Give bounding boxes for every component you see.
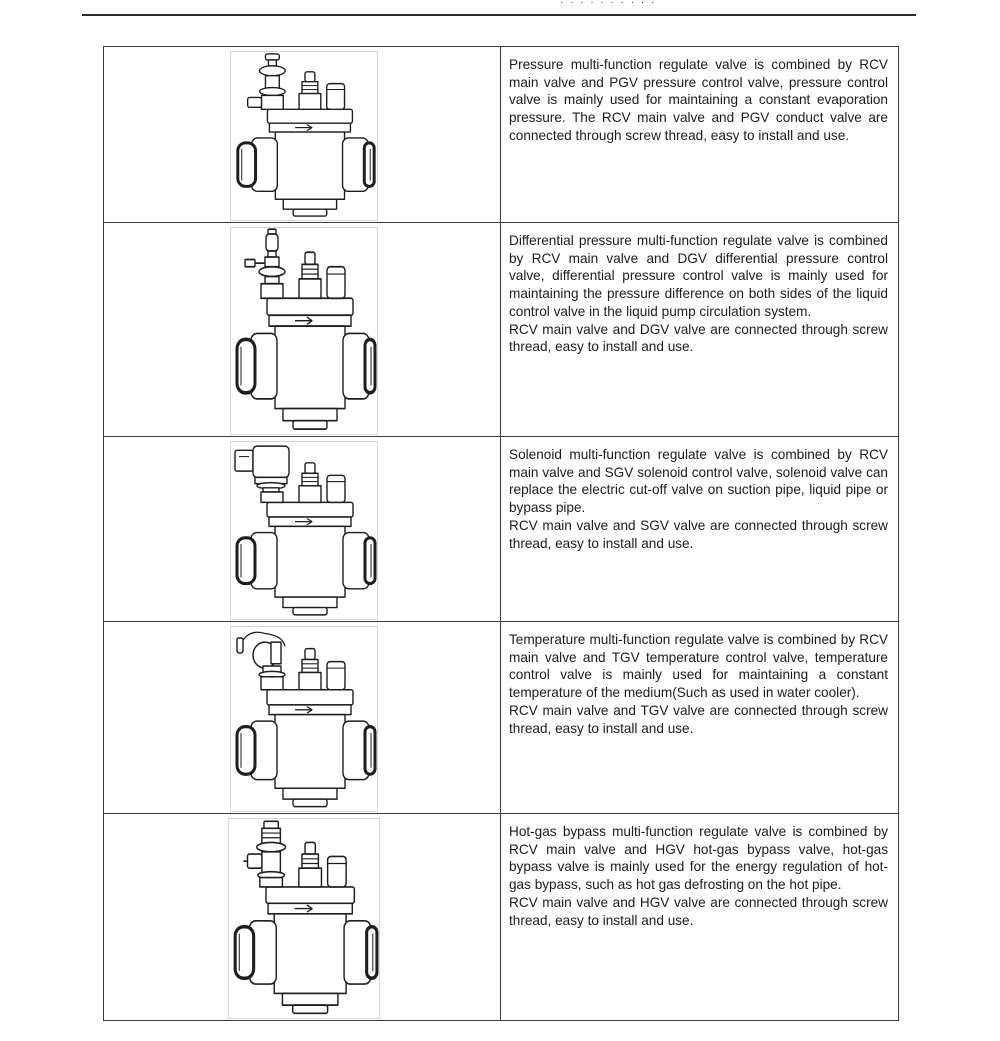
valve-spec-table	[103, 46, 899, 1021]
description-paragraph: Differential pressure multi-function regulate valve is combined by RCV main valve and DGV differential pressure control valve, differential pressure control valve is mainly used for maintaining the pressure difference on both sides of the liquid control valve in the liquid pump circulation system.	[509, 233, 888, 319]
differential-pressure-valve-drawing	[230, 227, 378, 435]
table-row	[104, 814, 899, 1021]
description-paragraph: Hot-gas bypass multi-function regulate valve is combined by RCV main valve and HGV hot-gas bypass valve, hot-gas bypass valve is mainly used for the energy regulation of hot-gas bypass, such as hot gas defrosting on the hot pipe.	[509, 824, 888, 893]
description-paragraph: RCV main valve and TGV valve are connected through screw thread, easy to install and use.	[509, 702, 888, 736]
image-cell	[104, 437, 501, 622]
table-row	[104, 622, 899, 814]
solenoid-valve-drawing	[230, 441, 378, 620]
description-paragraph: RCV main valve and HGV valve are connected through screw thread, easy to install and use.	[509, 894, 888, 928]
table-row	[104, 47, 899, 223]
description-text	[501, 437, 898, 552]
table-row	[104, 437, 899, 622]
description-cell	[501, 622, 899, 814]
description-text	[501, 47, 898, 145]
pressure-valve-drawing	[230, 51, 378, 221]
image-cell	[104, 223, 501, 437]
description-cell	[501, 437, 899, 622]
temperature-valve-drawing	[230, 626, 378, 812]
image-cell	[104, 47, 501, 223]
description-cell	[501, 814, 899, 1021]
description-text	[501, 223, 898, 356]
description-text	[501, 622, 898, 737]
description-cell	[501, 223, 899, 437]
description-text	[501, 814, 898, 929]
description-paragraph: RCV main valve and DGV valve are connected through screw thread, easy to install and use.	[509, 321, 888, 355]
header-fragment: · · · · · · · · · ·	[560, 0, 657, 6]
description-paragraph: Solenoid multi-function regulate valve is combined by RCV main valve and SGV solenoid control valve, solenoid valve can replace the electric cut-off valve on suction pipe, liquid pipe or bypass pipe.	[509, 447, 888, 516]
description-paragraph: Pressure multi-function regulate valve is combined by RCV main valve and PGV pressure control valve, pressure control valve is mainly used for maintaining a constant evaporation pressure. The RCV main valve and PGV conduct valve are connected through screw thread, easy to install and use.	[509, 57, 888, 143]
image-cell	[104, 622, 501, 814]
description-paragraph: RCV main valve and SGV valve are connected through screw thread, easy to install and use.	[509, 517, 888, 551]
image-cell	[104, 814, 501, 1021]
top-divider	[82, 14, 916, 16]
description-cell	[501, 47, 899, 223]
table-row	[104, 223, 899, 437]
hot-gas-bypass-valve-drawing	[228, 818, 380, 1019]
description-paragraph: Temperature multi-function regulate valve is combined by RCV main valve and TGV temperature control valve, temperature control valve is mainly used for maintaining a constant temperature of the medium(Such as used in water cooler).	[509, 632, 888, 701]
